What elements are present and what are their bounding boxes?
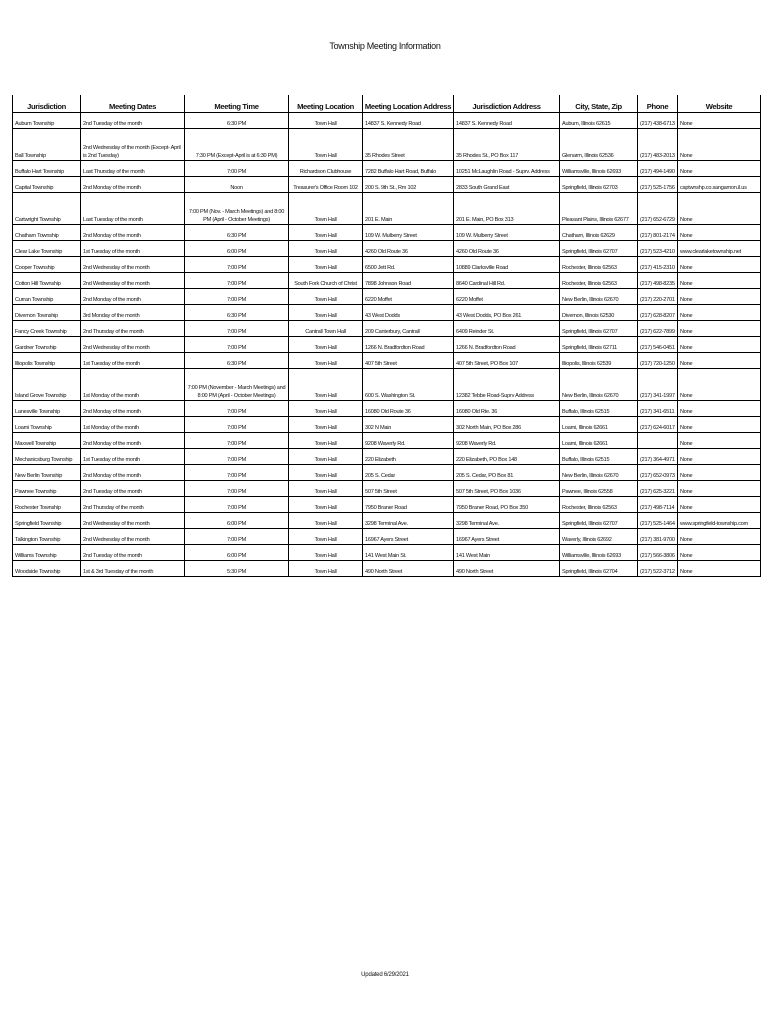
- table-row: [13, 177, 761, 193]
- meeting-dates-cell: 2nd Monday of the month: [81, 225, 185, 241]
- city-state-zip-cell: Waverly, Illinois 62692: [560, 529, 638, 545]
- meeting-location-cell: Town Hall: [289, 193, 363, 225]
- jurisdiction-cell: Chatham Township: [13, 225, 81, 241]
- table-row: [13, 529, 761, 545]
- meeting-dates-cell: 2nd Wednesday of the month: [81, 529, 185, 545]
- table-row: [13, 337, 761, 353]
- meeting-dates-cell: 2nd Wednesday of the month (Except- April is 2nd Tuesday): [81, 129, 185, 161]
- phone-cell: (217) 341-1997: [638, 369, 678, 401]
- jurisdiction-cell: Williams Township: [13, 545, 81, 561]
- meeting-location-cell: Town Hall: [289, 561, 363, 577]
- meeting-dates-cell: 2nd Tuesday of the month: [81, 113, 185, 129]
- meeting-dates-cell: 2nd Monday of the month: [81, 289, 185, 305]
- meeting-location-cell: South Fork Church of Christ: [289, 273, 363, 289]
- meeting-location-cell: Town Hall: [289, 529, 363, 545]
- meeting-location-cell: Town Hall: [289, 545, 363, 561]
- jurisdiction-cell: Auburn Township: [13, 113, 81, 129]
- city-state-zip-cell: Loami, Illinois 62661: [560, 433, 638, 449]
- jurisdiction-cell: Clear Lake Township: [13, 241, 81, 257]
- meeting-location-cell: Town Hall: [289, 241, 363, 257]
- meeting-time-cell: 5:30 PM: [185, 561, 289, 577]
- city-state-zip-cell: Buffalo, Illinois 62515: [560, 449, 638, 465]
- jurisdiction-address-cell: 7950 Braner Road, PO Box 350: [454, 497, 560, 513]
- meeting-location-cell: Town Hall: [289, 433, 363, 449]
- jurisdiction-address-cell: 12382 Tebbe Road-Suprv Address: [454, 369, 560, 401]
- jurisdiction-cell: Illiopolis Township: [13, 353, 81, 369]
- phone-cell: (217) 415-2310: [638, 257, 678, 273]
- jurisdiction-cell: Divernon Township: [13, 305, 81, 321]
- phone-cell: (217) 364-4971: [638, 449, 678, 465]
- phone-cell: (217) 652-6729: [638, 193, 678, 225]
- phone-cell: (217) 523-4210: [638, 241, 678, 257]
- column-header: Meeting Time: [185, 95, 289, 113]
- website-cell: None: [678, 497, 761, 513]
- phone-cell: (217) 624-6017: [638, 417, 678, 433]
- website-cell: None: [678, 257, 761, 273]
- phone-cell: (217) 381-9700: [638, 529, 678, 545]
- column-header: Jurisdiction Address: [454, 95, 560, 113]
- phone-cell: (217) 494-1490: [638, 161, 678, 177]
- column-header: Jurisdiction: [13, 95, 81, 113]
- page-title: Township Meeting Information: [329, 41, 441, 51]
- column-header: Meeting Dates: [81, 95, 185, 113]
- meeting-dates-cell: 2nd Monday of the month: [81, 177, 185, 193]
- city-state-zip-cell: Pleasant Plains, Illinois 62677: [560, 193, 638, 225]
- website-cell: None: [678, 113, 761, 129]
- jurisdiction-cell: Woodside Township: [13, 561, 81, 577]
- meeting-time-cell: Noon: [185, 177, 289, 193]
- meeting-dates-cell: 3rd Monday of the month: [81, 305, 185, 321]
- jurisdiction-cell: Cartwright Township: [13, 193, 81, 225]
- meeting-time-cell: 6:00 PM: [185, 545, 289, 561]
- jurisdiction-address-cell: 4260 Old Route 36: [454, 241, 560, 257]
- updated-date: Updated 6/29/2021: [361, 972, 409, 978]
- phone-cell: (217) 720-1250: [638, 353, 678, 369]
- meeting-location-cell: Town Hall: [289, 305, 363, 321]
- website-cell: None: [678, 321, 761, 337]
- phone-cell: (217) 522-3712: [638, 561, 678, 577]
- location-address-cell: 9208 Waverly Rd.: [363, 433, 454, 449]
- meeting-time-cell: 7:00 PM: [185, 433, 289, 449]
- table-row: [13, 289, 761, 305]
- table-row: [13, 401, 761, 417]
- website-cell: None: [678, 465, 761, 481]
- meeting-dates-cell: 2nd Wednesday of the month: [81, 273, 185, 289]
- jurisdiction-cell: Mechanicsburg Township: [13, 449, 81, 465]
- city-state-zip-cell: Glenarm, Illinois 62536: [560, 129, 638, 161]
- meeting-time-cell: 6:30 PM: [185, 353, 289, 369]
- meeting-dates-cell: 2nd Monday of the month: [81, 401, 185, 417]
- meeting-location-cell: Town Hall: [289, 513, 363, 529]
- city-state-zip-cell: Divernon, Illinois 62530: [560, 305, 638, 321]
- city-state-zip-cell: Buffalo, Illinois 62515: [560, 401, 638, 417]
- meeting-location-cell: Town Hall: [289, 481, 363, 497]
- jurisdiction-address-cell: 6220 Moffet: [454, 289, 560, 305]
- meeting-location-cell: Town Hall: [289, 449, 363, 465]
- location-address-cell: 141 West Main St.: [363, 545, 454, 561]
- table-row: [13, 113, 761, 129]
- meeting-dates-cell: 1st Tuesday of the month: [81, 353, 185, 369]
- jurisdiction-address-cell: 205 S. Cedar, PO Box 81: [454, 465, 560, 481]
- location-address-cell: 302 N Main: [363, 417, 454, 433]
- jurisdiction-address-cell: 16080 Old Rte. 36: [454, 401, 560, 417]
- phone-cell: (217) 622-7899: [638, 321, 678, 337]
- location-address-cell: 407 5th Street: [363, 353, 454, 369]
- location-address-cell: 35 Rhodes Street: [363, 129, 454, 161]
- table-row: [13, 449, 761, 465]
- meeting-location-cell: Town Hall: [289, 289, 363, 305]
- meeting-location-cell: Treasurer's Office Room 102: [289, 177, 363, 193]
- table-row: [13, 321, 761, 337]
- column-header: Website: [678, 95, 761, 113]
- jurisdiction-cell: Buffalo Hart Township: [13, 161, 81, 177]
- meeting-time-cell: 7:00 PM (Nov. - March Meetings) and 8:00 PM (April - October Meetings): [185, 193, 289, 225]
- jurisdiction-address-cell: 6409 Reinder St.: [454, 321, 560, 337]
- jurisdiction-address-cell: 14837 S. Kennedy Road: [454, 113, 560, 129]
- jurisdiction-address-cell: 16967 Ayers Street: [454, 529, 560, 545]
- phone-cell: [638, 433, 678, 449]
- website-cell: None: [678, 337, 761, 353]
- jurisdiction-cell: New Berlin Township: [13, 465, 81, 481]
- jurisdiction-cell: Curran Township: [13, 289, 81, 305]
- phone-cell: (217) 525-1464: [638, 513, 678, 529]
- location-address-cell: 6500 Jett Rd.: [363, 257, 454, 273]
- jurisdiction-cell: Fancy Creek Township: [13, 321, 81, 337]
- website-cell: www.springfield-township.com: [678, 513, 761, 529]
- jurisdiction-cell: Ball Township: [13, 129, 81, 161]
- location-address-cell: 109 W. Mulberry Street: [363, 225, 454, 241]
- meeting-time-cell: 6:30 PM: [185, 113, 289, 129]
- website-cell: None: [678, 289, 761, 305]
- column-header: City, State, Zip: [560, 95, 638, 113]
- meeting-time-cell: 7:00 PM: [185, 449, 289, 465]
- meeting-time-cell: 6:30 PM: [185, 305, 289, 321]
- jurisdiction-address-cell: 507 5th Street, PO Box 1036: [454, 481, 560, 497]
- location-address-cell: 14837 S. Kennedy Road: [363, 113, 454, 129]
- jurisdiction-address-cell: 10889 Clarksville Road: [454, 257, 560, 273]
- jurisdiction-cell: Lanesville Township: [13, 401, 81, 417]
- table-row: [13, 433, 761, 449]
- location-address-cell: 201 E. Main: [363, 193, 454, 225]
- location-address-cell: 209 Canterbury, Cantrall: [363, 321, 454, 337]
- website-cell: None: [678, 193, 761, 225]
- jurisdiction-cell: Cooper Township: [13, 257, 81, 273]
- location-address-cell: 1266 N. Bradfordton Road: [363, 337, 454, 353]
- website-cell: None: [678, 273, 761, 289]
- website-cell: None: [678, 305, 761, 321]
- phone-cell: (217) 566-3806: [638, 545, 678, 561]
- location-address-cell: 490 North Street: [363, 561, 454, 577]
- phone-cell: (217) 801-2174: [638, 225, 678, 241]
- meeting-dates-cell: 2nd Monday of the month: [81, 433, 185, 449]
- phone-cell: (217) 438-6713: [638, 113, 678, 129]
- city-state-zip-cell: Auburn, Illinois 62615: [560, 113, 638, 129]
- website-cell: None: [678, 433, 761, 449]
- website-cell: None: [678, 401, 761, 417]
- website-cell: None: [678, 481, 761, 497]
- jurisdiction-address-cell: 3298 Terminal Ave.: [454, 513, 560, 529]
- location-address-cell: 43 West Dodds: [363, 305, 454, 321]
- table-row: [13, 497, 761, 513]
- phone-cell: (217) 498-7114: [638, 497, 678, 513]
- meeting-dates-cell: 2nd Thursday of the month: [81, 321, 185, 337]
- location-address-cell: 16080 Old Route 36: [363, 401, 454, 417]
- column-header: Meeting Location Address: [363, 95, 454, 113]
- meeting-time-cell: 7:00 PM: [185, 337, 289, 353]
- website-cell: None: [678, 545, 761, 561]
- meeting-location-cell: Town Hall: [289, 369, 363, 401]
- meeting-dates-cell: 1st & 3rd Tuesday of the month: [81, 561, 185, 577]
- website-cell: None: [678, 529, 761, 545]
- jurisdiction-address-cell: 220 Elizabeth, PO Box 148: [454, 449, 560, 465]
- city-state-zip-cell: Springfield, Illinois 62707: [560, 513, 638, 529]
- website-cell: None: [678, 449, 761, 465]
- meeting-time-cell: 7:30 PM (Except-April is at 6:30 PM): [185, 129, 289, 161]
- city-state-zip-cell: Illiopolis, Illinois 62539: [560, 353, 638, 369]
- jurisdiction-address-cell: 8640 Cardinal Hill Rd.: [454, 273, 560, 289]
- location-address-cell: 3298 Terminal Ave.: [363, 513, 454, 529]
- city-state-zip-cell: Pawnee, Illinois 62558: [560, 481, 638, 497]
- location-address-cell: 16967 Ayers Street: [363, 529, 454, 545]
- meeting-dates-cell: 2nd Wednesday of the month: [81, 513, 185, 529]
- table-row: [13, 545, 761, 561]
- city-state-zip-cell: Springfield, Illinois 62707: [560, 321, 638, 337]
- city-state-zip-cell: Springfield, Illinois 62703: [560, 177, 638, 193]
- city-state-zip-cell: Springfield, Illinois 62704: [560, 561, 638, 577]
- city-state-zip-cell: Rochester, Illinois 62563: [560, 273, 638, 289]
- jurisdiction-cell: Talkington Township: [13, 529, 81, 545]
- table-row: [13, 257, 761, 273]
- jurisdiction-cell: Gardner Township: [13, 337, 81, 353]
- meeting-time-cell: 6:00 PM: [185, 513, 289, 529]
- jurisdiction-address-cell: 1266 N. Bradfordton Road: [454, 337, 560, 353]
- table-row: [13, 129, 761, 161]
- column-header: Meeting Location: [289, 95, 363, 113]
- website-cell: None: [678, 561, 761, 577]
- location-address-cell: 6220 Moffet: [363, 289, 454, 305]
- jurisdiction-address-cell: 141 West Main: [454, 545, 560, 561]
- website-cell: captwnshp.co.sangamon.il.us: [678, 177, 761, 193]
- city-state-zip-cell: New Berlin, Illinois 62670: [560, 465, 638, 481]
- meeting-time-cell: 7:00 PM: [185, 417, 289, 433]
- city-state-zip-cell: New Berlin, Illinois 62670: [560, 369, 638, 401]
- website-cell: None: [678, 369, 761, 401]
- meeting-location-cell: Richardson Clubhouse: [289, 161, 363, 177]
- meeting-location-cell: Town Hall: [289, 353, 363, 369]
- table-row: [13, 513, 761, 529]
- city-state-zip-cell: Springfield, Illinois 62711: [560, 337, 638, 353]
- meeting-dates-cell: Last Thursday of the month: [81, 161, 185, 177]
- jurisdiction-address-cell: 302 North Main, PO Box 286: [454, 417, 560, 433]
- meeting-time-cell: 6:00 PM: [185, 241, 289, 257]
- location-address-cell: 7898 Johnson Road: [363, 273, 454, 289]
- table-row: [13, 353, 761, 369]
- city-state-zip-cell: Rochester, Illinois 62563: [560, 497, 638, 513]
- table-row: [13, 193, 761, 225]
- city-state-zip-cell: Loami, Illinois 62661: [560, 417, 638, 433]
- table-row: [13, 369, 761, 401]
- location-address-cell: 507 5th Street: [363, 481, 454, 497]
- meeting-table: [12, 95, 761, 577]
- meeting-dates-cell: 2nd Monday of the month: [81, 465, 185, 481]
- table-row: [13, 417, 761, 433]
- table-row: [13, 273, 761, 289]
- meeting-dates-cell: Last Tuesday of the month: [81, 193, 185, 225]
- location-address-cell: 600 S. Washington St.: [363, 369, 454, 401]
- table-header-row: [13, 95, 761, 113]
- location-address-cell: 220 Elizabeth: [363, 449, 454, 465]
- city-state-zip-cell: New Berlin, Illinois 62670: [560, 289, 638, 305]
- meeting-location-cell: Cantrall Town Hall: [289, 321, 363, 337]
- jurisdiction-cell: Loami Township: [13, 417, 81, 433]
- meeting-location-cell: Town Hall: [289, 129, 363, 161]
- jurisdiction-cell: Rochester Township: [13, 497, 81, 513]
- meeting-time-cell: 7:00 PM: [185, 401, 289, 417]
- meeting-time-cell: 7:00 PM: [185, 161, 289, 177]
- meeting-location-cell: Town Hall: [289, 497, 363, 513]
- jurisdiction-address-cell: 407 5th Street, PO Box 107: [454, 353, 560, 369]
- location-address-cell: 7950 Braner Road: [363, 497, 454, 513]
- table-body: [13, 113, 761, 577]
- meeting-location-cell: Town Hall: [289, 417, 363, 433]
- phone-cell: (217) 546-0451: [638, 337, 678, 353]
- jurisdiction-address-cell: 9208 Waverly Rd.: [454, 433, 560, 449]
- table-row: [13, 305, 761, 321]
- phone-cell: (217) 483-2013: [638, 129, 678, 161]
- meeting-time-cell: 7:00 PM: [185, 465, 289, 481]
- location-address-cell: 7282 Buffalo Hart Road, Buffalo: [363, 161, 454, 177]
- meeting-dates-cell: 2nd Wednesday of the month: [81, 337, 185, 353]
- jurisdiction-cell: Island Grove Township: [13, 369, 81, 401]
- website-cell: None: [678, 417, 761, 433]
- jurisdiction-address-cell: 201 E. Main, PO Box 313: [454, 193, 560, 225]
- meeting-time-cell: 6:30 PM: [185, 225, 289, 241]
- location-address-cell: 205 S. Cedar: [363, 465, 454, 481]
- jurisdiction-address-cell: 490 North Street: [454, 561, 560, 577]
- meeting-dates-cell: 1st Tuesday of the month: [81, 241, 185, 257]
- meeting-location-cell: Town Hall: [289, 337, 363, 353]
- city-state-zip-cell: Williamsville, Illinois 62693: [560, 161, 638, 177]
- location-address-cell: 200 S. 9th St., Rm 102: [363, 177, 454, 193]
- column-header: Phone: [638, 95, 678, 113]
- city-state-zip-cell: Chatham, Illinois 62629: [560, 225, 638, 241]
- city-state-zip-cell: Williamsville, Illinois 62693: [560, 545, 638, 561]
- jurisdiction-cell: Springfield Township: [13, 513, 81, 529]
- website-cell: None: [678, 353, 761, 369]
- phone-cell: (217) 341-6511: [638, 401, 678, 417]
- website-cell: None: [678, 129, 761, 161]
- jurisdiction-address-cell: 10251 McLaughlin Road - Suprv. Address: [454, 161, 560, 177]
- meeting-location-cell: Town Hall: [289, 401, 363, 417]
- meeting-dates-cell: 2nd Wednesday of the month: [81, 257, 185, 273]
- table-row: [13, 465, 761, 481]
- phone-cell: (217) 652-0973: [638, 465, 678, 481]
- meeting-time-cell: 7:00 PM: [185, 481, 289, 497]
- jurisdiction-cell: Cotton Hill Township: [13, 273, 81, 289]
- meeting-time-cell: 7:00 PM: [185, 273, 289, 289]
- table-row: [13, 241, 761, 257]
- meeting-location-cell: Town Hall: [289, 113, 363, 129]
- jurisdiction-address-cell: 2833 South Grand East: [454, 177, 560, 193]
- meeting-dates-cell: 1st Monday of the month: [81, 417, 185, 433]
- phone-cell: (217) 220-2701: [638, 289, 678, 305]
- jurisdiction-address-cell: 109 W. Mulberry Street: [454, 225, 560, 241]
- jurisdiction-address-cell: 35 Rhodes St., PO Box 117: [454, 129, 560, 161]
- meeting-dates-cell: 1st Monday of the month: [81, 369, 185, 401]
- phone-cell: (217) 525-1756: [638, 177, 678, 193]
- table-row: [13, 481, 761, 497]
- jurisdiction-cell: Maxwell Township: [13, 433, 81, 449]
- meeting-location-cell: Town Hall: [289, 225, 363, 241]
- meeting-time-cell: 7:00 PM: [185, 529, 289, 545]
- table-row: [13, 225, 761, 241]
- meeting-location-cell: Town Hall: [289, 465, 363, 481]
- website-cell: None: [678, 225, 761, 241]
- website-cell: www.clearlaketownship.net: [678, 241, 761, 257]
- city-state-zip-cell: Rochester, Illinois 62563: [560, 257, 638, 273]
- phone-cell: (217) 498-8235: [638, 273, 678, 289]
- jurisdiction-address-cell: 43 West Dodds, PO Box 261: [454, 305, 560, 321]
- meeting-dates-cell: 2nd Tuesday of the month: [81, 545, 185, 561]
- location-address-cell: 4260 Old Route 36: [363, 241, 454, 257]
- meeting-dates-cell: 1st Tuesday of the month: [81, 449, 185, 465]
- meeting-time-cell: 7:00 PM: [185, 321, 289, 337]
- meeting-time-cell: 7:00 PM: [185, 497, 289, 513]
- meeting-time-cell: 7:00 PM (November - March Meetings) and 8:00 PM (April - October Meetings): [185, 369, 289, 401]
- table-row: [13, 561, 761, 577]
- meeting-dates-cell: 2nd Thursday of the month: [81, 497, 185, 513]
- meeting-time-cell: 7:00 PM: [185, 289, 289, 305]
- website-cell: None: [678, 161, 761, 177]
- phone-cell: (217) 628-8207: [638, 305, 678, 321]
- meeting-location-cell: Town Hall: [289, 257, 363, 273]
- jurisdiction-cell: Pawnee Township: [13, 481, 81, 497]
- jurisdiction-cell: Capital Township: [13, 177, 81, 193]
- city-state-zip-cell: Springfield, Illinois 62707: [560, 241, 638, 257]
- meeting-dates-cell: 2nd Tuesday of the month: [81, 481, 185, 497]
- meeting-time-cell: 7:00 PM: [185, 257, 289, 273]
- table-row: [13, 161, 761, 177]
- phone-cell: (217) 625-3221: [638, 481, 678, 497]
